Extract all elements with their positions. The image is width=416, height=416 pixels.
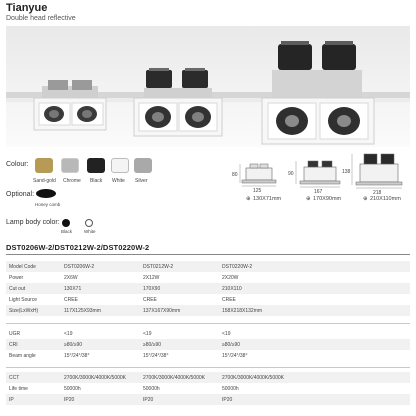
cutout-icon-large: ⊕ xyxy=(363,196,368,202)
cell: DST0212W-2 xyxy=(143,264,174,270)
table-row xyxy=(6,394,410,405)
row-label: Light Source xyxy=(9,297,38,303)
table-row xyxy=(6,272,410,283)
cell: IP20 xyxy=(143,397,154,403)
dim-height-small: 80 xyxy=(232,172,238,178)
product-hero-image xyxy=(6,26,410,147)
colour-label: Colour: xyxy=(6,161,29,168)
dimension-drawing-medium xyxy=(296,161,340,187)
row-label: Size(LxWxH) xyxy=(9,308,39,314)
cell: 2X20W xyxy=(222,275,239,281)
row-label: CCT xyxy=(9,375,20,381)
dim-height-medium: 90 xyxy=(288,171,294,177)
cell: 130X71 xyxy=(64,286,82,292)
cell: 50000h xyxy=(222,386,239,392)
dimension-drawing-small xyxy=(240,164,276,186)
cell: 15°/24°/38° xyxy=(222,353,248,359)
row-label: Cut out xyxy=(9,286,26,292)
cell: 2700K/3000K/4000K/5000K xyxy=(64,375,126,381)
cell: ≥80/≥90 xyxy=(222,342,241,348)
swatch-label-black: Black xyxy=(90,178,103,184)
table-row xyxy=(6,372,410,383)
cell: 170X90 xyxy=(143,286,161,292)
table-row xyxy=(6,328,410,339)
lamp-body-color-label: Lamp body color: xyxy=(6,219,60,226)
cell: IP20 xyxy=(64,397,75,403)
swatch-label-white: White xyxy=(112,178,125,184)
cutout-icon-small: ⊕ xyxy=(246,196,251,202)
cutout-label-medium: 170X90mm xyxy=(313,196,342,202)
dim-width-large: 218 xyxy=(373,190,382,196)
brand-title: Tianyue xyxy=(6,2,48,14)
dimension-drawing-large xyxy=(352,154,402,188)
honeycomb-disc-icon xyxy=(36,189,56,198)
cell: IP20 xyxy=(222,397,233,403)
brand-tagline: Double head reflective xyxy=(6,15,76,22)
table-row xyxy=(6,261,410,272)
row-label: Beam angle xyxy=(9,353,36,359)
swatch-silver xyxy=(134,158,152,173)
cutout-icon-medium: ⊕ xyxy=(306,196,311,202)
cell: 158X218X132mm xyxy=(222,308,263,314)
row-label: UGR xyxy=(9,331,21,337)
cell: CREE xyxy=(64,297,78,303)
lamp-body-white-label: White xyxy=(84,229,96,234)
cell: 15°/24°/38° xyxy=(143,353,169,359)
lamp-body-white-dot xyxy=(85,219,93,227)
cell: CREE xyxy=(143,297,157,303)
row-label: Model Code xyxy=(9,264,36,270)
row-label: Power xyxy=(9,275,24,281)
swatch-label-chrome: Chrome xyxy=(63,178,81,184)
cell: CREE xyxy=(222,297,236,303)
table-row xyxy=(6,383,410,394)
row-label: Life time xyxy=(9,386,28,392)
table-group-divider xyxy=(6,323,410,324)
cell: 2700K/3000K/4000K/5000K xyxy=(222,375,284,381)
swatch-label-sand-gold: Sand-gold xyxy=(33,178,56,184)
swatch-white xyxy=(111,158,129,173)
table-row xyxy=(6,350,410,361)
cell: ≥80/≥90 xyxy=(64,342,83,348)
cell: 50000h xyxy=(64,386,81,392)
cell: 2X12W xyxy=(143,275,160,281)
cell: <19 xyxy=(143,331,152,337)
cell: 117X125X93mm xyxy=(64,308,101,314)
cell: 15°/24°/38° xyxy=(64,353,90,359)
table-row xyxy=(6,283,410,294)
small-fixture-illustration xyxy=(34,80,106,130)
table-row xyxy=(6,305,410,316)
models-title: DST0206W-2/DST0212W-2/DST0220W-2 xyxy=(6,243,150,252)
medium-fixture-illustration xyxy=(134,68,222,136)
dim-width-medium: 167 xyxy=(314,189,323,195)
table-row xyxy=(6,294,410,305)
cell: 50000h xyxy=(143,386,160,392)
cell: <19 xyxy=(64,331,73,337)
large-fixture-illustration xyxy=(262,41,374,144)
swatch-label-silver: Silver xyxy=(135,178,148,184)
cell: DST0220W-2 xyxy=(222,264,253,270)
cell: DST0206W-2 xyxy=(64,264,95,270)
swatch-chrome xyxy=(61,158,79,173)
cell: 210X110 xyxy=(222,286,242,292)
cell: <19 xyxy=(222,331,231,337)
row-label: IP xyxy=(9,397,14,403)
lamp-body-black-dot xyxy=(62,219,70,227)
table-group-divider xyxy=(6,367,410,368)
cell: 2X6W xyxy=(64,275,78,281)
swatch-sand-gold xyxy=(35,158,53,173)
table-row xyxy=(6,339,410,350)
models-title-divider xyxy=(6,254,410,255)
cutout-label-small: 130X71mm xyxy=(253,196,282,202)
honeycomb-label: Honey comb xyxy=(35,202,61,207)
dim-width-small: 125 xyxy=(253,188,262,194)
swatch-black xyxy=(87,158,105,173)
row-label: CRI xyxy=(9,342,18,348)
cell: 2700K/3000K/4000K/5000K xyxy=(143,375,205,381)
lamp-body-black-label: Black xyxy=(61,229,73,234)
cell: 137X167X90mm xyxy=(143,308,181,314)
dim-height-large: 138 xyxy=(342,169,351,175)
recessed-lights-illustration xyxy=(6,26,410,147)
cutout-label-large: 210X110mm xyxy=(370,196,401,202)
cell: ≥80/≥90 xyxy=(143,342,162,348)
optional-label: Optional: xyxy=(6,191,35,198)
